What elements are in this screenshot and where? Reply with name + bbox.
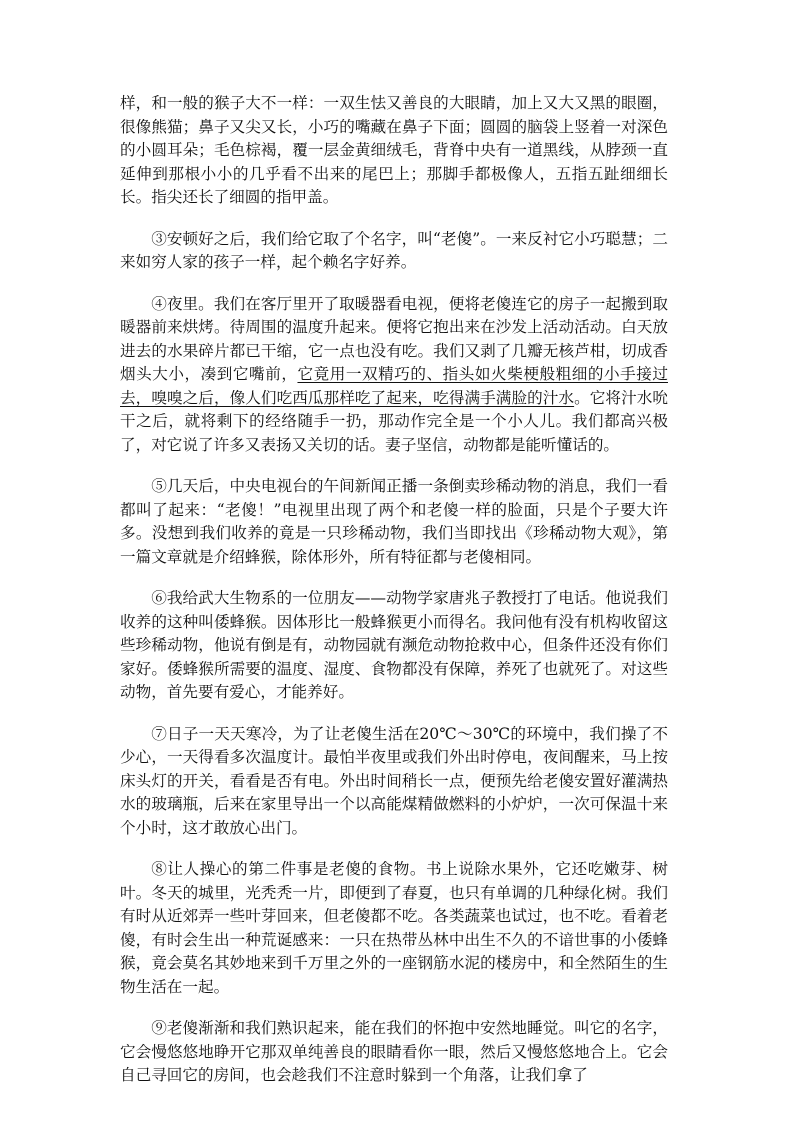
text-segment: ③安顿好之后，我们给它取了个名字，叫“老傻”。一来反衬它小巧聪慧；二来如穷人家的孩子一样，起个赖名字好养。 (120, 229, 668, 271)
text-segment: ⑤几天后，中央电视台的午间新闻正播一条倒卖珍稀动物的消息，我们一看都叫了起来：“老傻！”电视里出现了两个和老傻一样的脸面，只是个子要大许多。没想到我们收养的竟是一只珍稀动物，我们当即找出《珍稀动物大观》，第一篇文章就是介绍蜂猴，除体形外，所有特征都与老傻相同。 (120, 477, 668, 566)
text-segment: ⑧让人操心的第二件事是老傻的食物。书上说除水果外，它还吃嫩芽、树叶。冬天的城里，光秃秃一片，即便到了春夏，也只有单调的几种绿化树。我们有时从近郊弄一些叶芽回来，但老傻都不吃。各类蔬菜也试过，也不吃。看着老傻，有时会生出一种荒诞感来：一只在热带丛林中出生不久的不谙世事的小倭蜂猴，竟会莫名其妙地来到千万里之外的一座钢筋水泥的楼房中，和全然陌生的生物生活在一起。 (120, 860, 668, 996)
text-segment: ⑦日子一天天寒冷，为了让老傻生活在20℃～30℃的环境中，我们操了不少心，一天得看多次温度计。最怕半夜里或我们外出时停电，夜间醒来，马上按床头灯的开关，看看是否有电。外出时间稍长一点，便预先给老傻安置好灌满热水的玻璃瓶，后来在家里导出一个以高能煤精做燃料的小炉炉，一次可保温十来个小时，这才敢放心出门。 (120, 724, 668, 837)
text-segment: 样，和一般的猴子大不一样：一双生怯又善良的大眼睛，加上又大又黑的眼圈，很像熊猫；鼻子又尖又长，小巧的嘴藏在鼻子下面；圆圆的脑袋上竖着一对深色的小圆耳朵；毛色棕褐，覆一层金黄细绒毛，背脊中央有一道黑线，从脖颈一直延伸到那根小小的几乎看不出来的尾巴上；那脚手都极像人，五指五趾细细长长。指尖还长了细圆的指甲盖。 (120, 94, 668, 206)
text-segment: ⑥我给武大生物系的一位朋友——动物学家唐兆子教授打了电话。他说我们收养的这种叫倭蜂猴。因体形比一般蜂猴更小而得名。我问他有没有机构收留这些珍稀动物，他说有倒是有，动物园就有濒危动物抢救中心，但条件还没有你们家好。倭蜂猴所需要的温度、湿度、食物都没有保障，养死了也就死了。对这些动物，首先要有爱心，才能养好。 (120, 589, 668, 701)
paragraph-4 (120, 293, 668, 458)
paragraph-8 (120, 858, 668, 999)
paragraph-9 (120, 1017, 668, 1088)
paragraph-body-continued (120, 92, 668, 210)
paragraph-3 (120, 228, 668, 275)
text-segment: ⑨老傻渐渐和我们熟识起来，能在我们的怀抱中安然地睡觉。叫它的名字，它会慢悠悠地睁开它那双单纯善良的眼睛看你一眼，然后又慢悠悠地合上。它会自己寻回它的房间，也会趁我们不注意时躲到一个角落，让我们拿了 (120, 1019, 668, 1084)
text-segment: ④夜里。我们在客厅里开了取暖器看电视，便将老傻连它的房子一起搬到取暖器前来烘烤。待周围的温度升起来。便将它抱出来在沙发上活动活动。白天放进去的水果碎片都已干缩，它一点也没有吃。我们又剥了几瓣无核芦柑，切成香烟头大小，凑到它嘴前， (120, 294, 668, 383)
text-segment: 。它将汁水吮干之后，就将剩下的经络随手一扔，那动作完全是一个小人儿。我们都高兴极了，对它说了许多又表扬又关切的话。妻子坚信，动物都是能听懂话的。 (120, 388, 668, 454)
paragraph-6 (120, 587, 668, 705)
underlined-sentence: 它竟用一双精巧的、指头如火柴梗般粗细的小手接过去，嗅嗅之后，像人们吃西瓜那样吃了起来，吃得满手满脸的汁水 (120, 365, 668, 407)
paragraph-7 (120, 723, 668, 841)
document-page (120, 92, 668, 1088)
paragraph-5 (120, 475, 668, 569)
